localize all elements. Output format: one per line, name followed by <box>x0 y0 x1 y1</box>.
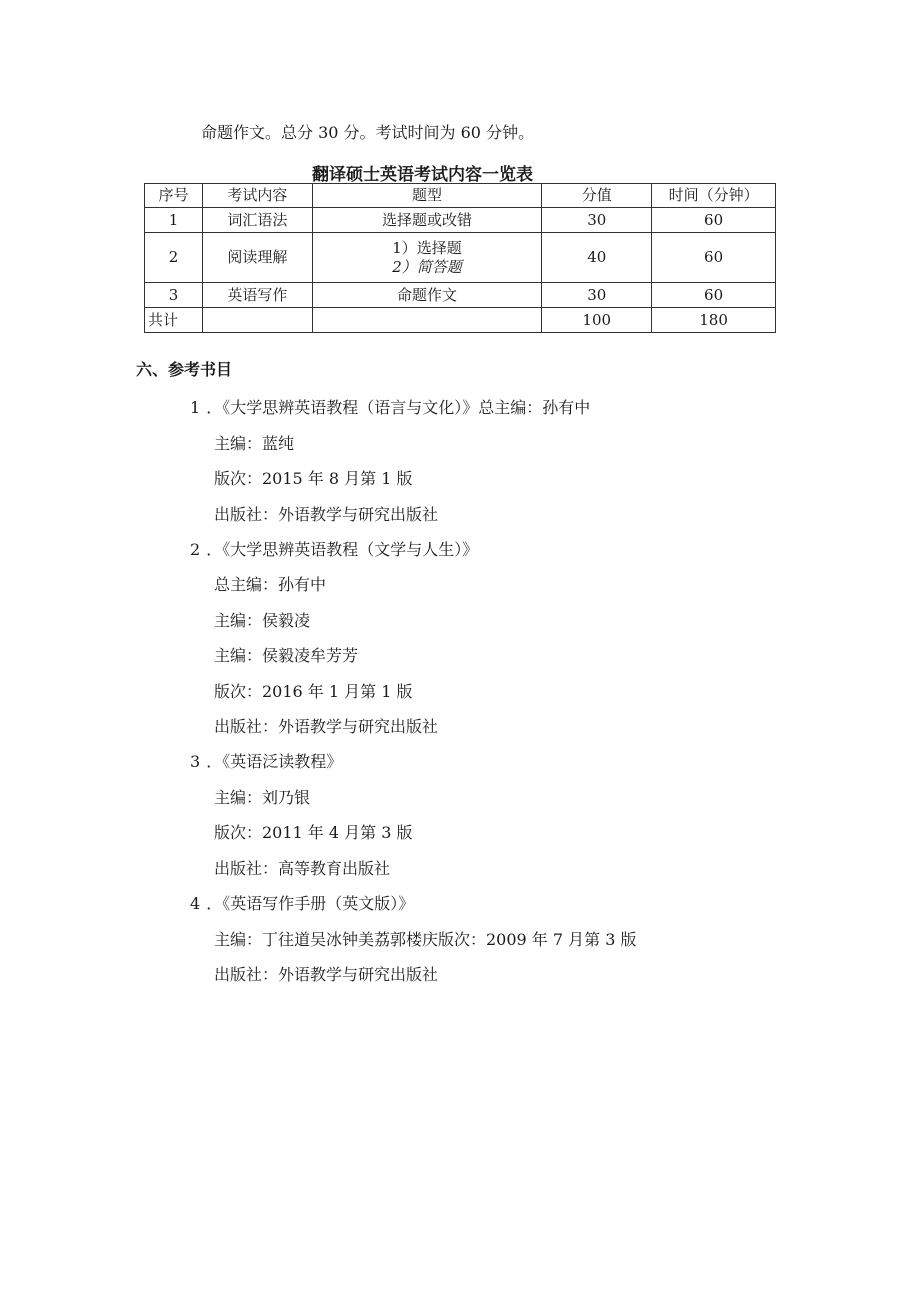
table-header-row <box>145 184 776 208</box>
book-number: 4 <box>190 894 201 913</box>
book-number: 3 <box>190 752 201 771</box>
type-line: 1）选择题 <box>392 238 462 257</box>
table-row <box>145 208 776 233</box>
table-cell: 60 <box>652 233 776 283</box>
table-cell: 40 <box>542 233 652 283</box>
table-cell: 1 <box>145 208 203 233</box>
table-cell <box>312 308 542 333</box>
table-cell: 30 <box>542 283 652 308</box>
book-title-text: ．《英语泛读教程》 <box>206 752 343 771</box>
book-detail-line: 版次：2016 年 1 月第 1 版 <box>214 682 413 701</box>
table-cell: 3 <box>145 283 203 308</box>
table-cell: 30 <box>542 208 652 233</box>
table-total-row <box>145 308 776 333</box>
total-time: 180 <box>652 308 776 333</box>
book-detail-line: 主编：刘乃银 <box>214 788 311 807</box>
table-cell: 命题作文 <box>312 283 542 308</box>
book-title-text: ．《大学思辨英语教程（文学与人生）》 <box>206 540 479 559</box>
header-cell: 序号 <box>145 184 203 208</box>
book-title <box>190 752 342 772</box>
header-cell: 题型 <box>312 184 542 208</box>
intro-line: 命题作文。总分 30 分。考试时间为 60 分钟。 <box>201 123 535 142</box>
table-cell: 60 <box>652 283 776 308</box>
book-detail-line: 出版社：外语教学与研究出版社 <box>214 965 439 984</box>
table-cell <box>312 233 542 283</box>
book-detail-line: 主编：侯毅凌 <box>214 611 311 630</box>
total-score: 100 <box>542 308 652 333</box>
table-row <box>145 233 776 283</box>
table-cell: 阅读理解 <box>202 233 312 283</box>
book-detail-line: 主编：蓝纯 <box>214 434 295 453</box>
table-cell: 2 <box>145 233 203 283</box>
table-title: 翻译硕士英语考试内容一览表 <box>312 165 533 185</box>
book-title <box>190 894 414 914</box>
table-cell: 英语写作 <box>202 283 312 308</box>
table-cell <box>202 308 312 333</box>
book-detail-line: 总主编：孙有中 <box>214 575 327 594</box>
type-line: 2）简答题 <box>392 257 462 276</box>
book-detail-line: 出版社：外语教学与研究出版社 <box>214 717 439 736</box>
header-cell: 分值 <box>542 184 652 208</box>
book-detail-line: 版次：2015 年 8 月第 1 版 <box>214 469 413 488</box>
table-cell: 词汇语法 <box>202 208 312 233</box>
book-detail-line: 出版社：高等教育出版社 <box>214 859 391 878</box>
table-row <box>145 283 776 308</box>
book-detail-line: 主编：丁往道吴冰钟美荔郭楼庆版次：2009 年 7 月第 3 版 <box>214 930 637 949</box>
table-cell: 选择题或改错 <box>312 208 542 233</box>
section-title: 六、参考书目 <box>136 360 233 379</box>
table-cell: 60 <box>652 208 776 233</box>
header-cell: 考试内容 <box>202 184 312 208</box>
book-number: 1 <box>190 398 201 417</box>
book-number: 2 <box>190 540 201 559</box>
total-label: 共计 <box>145 308 203 333</box>
book-title-text: ．《英语写作手册（英文版）》 <box>206 894 415 913</box>
book-detail-line: 版次：2011 年 4 月第 3 版 <box>214 823 413 842</box>
header-cell: 时间（分钟） <box>652 184 776 208</box>
book-title <box>190 398 590 418</box>
book-title-text: ．《大学思辨英语教程（语言与文化）》总主编：孙有中 <box>206 398 591 417</box>
book-title <box>190 540 478 560</box>
exam-content-table <box>144 183 776 333</box>
book-detail-line: 主编：侯毅凌牟芳芳 <box>214 646 359 665</box>
book-detail-line: 出版社：外语教学与研究出版社 <box>214 505 439 524</box>
